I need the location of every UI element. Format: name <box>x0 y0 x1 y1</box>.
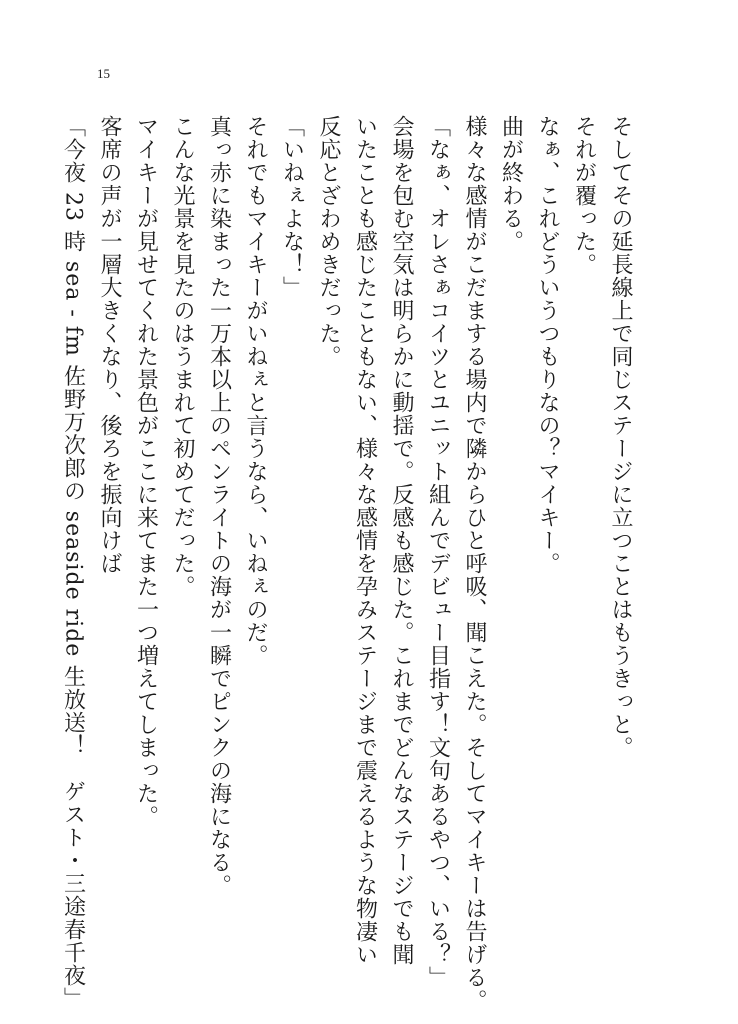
text-line: それでもマイキーがいねぇと言うなら、いねぇのだ。 <box>243 115 268 667</box>
text-line: 客席の声が一層大きくなり、後ろを振向けば <box>97 115 122 575</box>
novel-text <box>60 115 638 1012</box>
text-paragraph: 会場を包む空気は明らかに動揺で。反感も感じた。これまでどんなステージでも聞いたことも感じたこともない、様々な感情を孕みステージまで震えるような物凄い反応とざわめきだった。 <box>316 115 414 966</box>
text-line: それが覆った。 <box>571 115 597 276</box>
text-line: 「なぁ、オレさぁコイツとユニット組んでデビュー目指す！文句あるやつ、いる？」 <box>425 115 451 989</box>
text-line: 「今夜 23 時 sea - fm 佐野万次郎の seaside ride 生放送！ ゲスト・三途春千夜」 <box>60 115 86 1011</box>
text-line: こんな光景を見たのはうまれて初めてだった。 <box>170 115 195 598</box>
text-line: マイキーが見せてくれた景色がここに来てまた一つ増えてしまった。 <box>133 115 159 828</box>
page-number: 15 <box>97 66 110 81</box>
text-line: そしてその延長線上で同じステージに立つことはもうきっと。 <box>608 115 633 759</box>
text-line: 曲が終わる。 <box>498 115 524 253</box>
text-line: なぁ、これどういうつもりなの？マイキー。 <box>535 115 560 575</box>
text-line: 様々な感情がこだまする場内で隣からひと呼吸、聞こえた。そしてマイキーは告げる。 <box>462 115 487 1012</box>
text-line: 真っ赤に染まった一万本以上のペンライトの海が一瞬でピンクの海になる。 <box>206 115 232 897</box>
text-line: 「いねぇよな！」 <box>279 115 305 299</box>
